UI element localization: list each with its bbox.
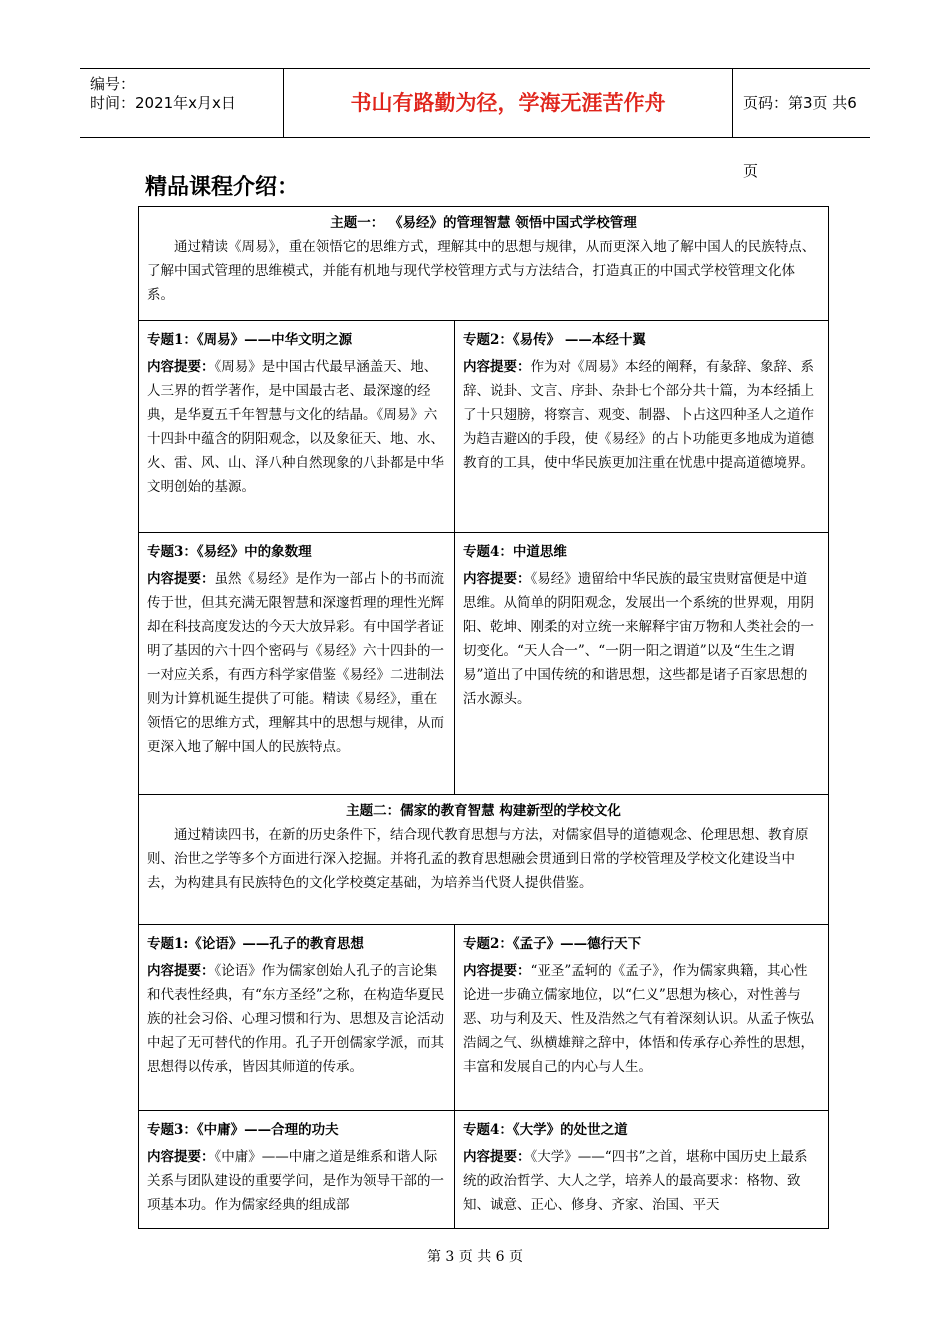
topic-title: 专题2：《孟子》——德行天下 <box>463 936 642 952</box>
topic-text: 《大学》——“四书”之首，堪称中国历史上最系统的政治哲学、大人之学，培养人的最高要求：格物、致知、诚意、正心、修身、齐家、治国、平天 <box>463 1149 808 1213</box>
topic-cell <box>455 1111 829 1229</box>
theme1-cell <box>139 207 829 321</box>
header-page-info: 页码：第3页 共6页 <box>743 94 857 180</box>
topic-text: 《论语》作为儒家创始人孔子的言论集和代表性经典，有“东方圣经”之称，在构造华夏民族的社会习俗、心理习惯和行为、思想及言论活动中起了无可替代的作用。孔子开创儒家学派，而其思想得以传承，皆因其师道的传承。 <box>147 963 445 1075</box>
theme1-row <box>139 207 829 321</box>
topic-text: 作为对《周易》本经的阐释，有彖辞、象辞、系辞、说卦、文言、序卦、杂卦七个部分共十篇，为本经插上了十只翅膀，将察言、观变、制器、卜占这四种圣人之道作为趋吉避凶的手段，使《易经》的占卜功能更多地成为道德教育的工具，使中华民族更加注重在忧患中提高道德境界。 <box>463 359 814 471</box>
theme1-desc: 通过精读《周易》，重在领悟它的思维方式，理解其中的思想与规律，从而更深入地了解中国人的民族特点、了解中国式管理的思维模式，并能有机地与现代学校管理方式与方法结合，打造真正的中国式学校管理文化体系。 <box>147 239 816 303</box>
topic-cell <box>139 925 455 1111</box>
topic-cell <box>455 925 829 1111</box>
topic-title: 专题3：《易经》中的象数理 <box>147 544 312 560</box>
content-label: 内容提要： <box>463 1149 531 1165</box>
theme1-topics-row-2 <box>139 533 829 795</box>
content-label: 内容提要： <box>463 359 531 375</box>
date-line: 时间：2021年x月x日 <box>90 94 236 112</box>
topic-title: 专题2：《易传》 ——本经十翼 <box>463 332 646 348</box>
content-label: 内容提要： <box>147 359 215 375</box>
topic-body <box>147 355 446 499</box>
topic-text: 《易经》遗留给中华民族的最宝贵财富便是中道思维。从简单的阴阳观念，发展出一个系统的世界观，用阴阳、乾坤、刚柔的对立统一来解释宇宙万物和人类社会的一切变化。“天人合一”、“一阴一阳之谓道”以及“生生之谓易”道出了中国传统的和谐思想，这些都是诸子百家思想的活水源头。 <box>463 571 814 707</box>
theme2-row <box>139 795 829 925</box>
theme1-topics-row-1 <box>139 321 829 533</box>
topic-body <box>147 567 446 759</box>
theme2-desc: 通过精读四书，在新的历史条件下，结合现代教育思想与方法，对儒家倡导的道德观念、伦理思想、教育原则、治世之学等多个方面进行深入挖掘。并将孔孟的教育思想融会贯通到日常的学校管理及学校文化建设当中去，为构建具有民族特色的文化学校奠定基础，为培养当代贤人提供借鉴。 <box>147 827 809 891</box>
topic-cell <box>139 1111 455 1229</box>
topic-title: 专题4：中道思维 <box>463 544 567 560</box>
header-motto: 书山有路勤为径，学海无涯苦作舟 <box>283 69 733 137</box>
page-footer: 第 3 页 共 6 页 <box>426 1249 524 1265</box>
theme2-cell <box>139 795 829 925</box>
content-label: 内容提要： <box>147 571 215 587</box>
topic-title: 专题3：《中庸》——合理的功夫 <box>147 1122 339 1138</box>
topic-body <box>463 567 820 711</box>
content-label: 内容提要： <box>463 963 531 979</box>
topic-text: “亚圣”孟轲的《孟子》，作为儒家典籍，其心性论进一步确立儒家地位，以“仁义”思想为核心，对性善与恶、功与利及天、性及浩然之气有着深刻认识。从孟子恢弘浩阔之气、纵横雄辩之辞中，体悟和传承存心养性的思想，丰富和发展自己的内心与人生。 <box>463 963 814 1075</box>
topic-cell <box>139 533 455 795</box>
header-meta <box>80 69 283 137</box>
topic-body <box>463 355 820 475</box>
theme2-topics-row-1 <box>139 925 829 1111</box>
theme1-title: 主题一： 《易经》的管理智慧 领悟中国式学校管理 <box>330 215 637 231</box>
content-label: 内容提要： <box>147 1149 215 1165</box>
topic-cell <box>455 533 829 795</box>
content-label: 内容提要： <box>463 571 531 587</box>
content-label: 内容提要： <box>147 963 215 979</box>
topic-cell <box>455 321 829 533</box>
number-label: 编号： <box>90 75 136 93</box>
topic-body <box>147 959 446 1079</box>
topic-title: 专题1:《论语》——孔子的教育思想 <box>147 936 364 952</box>
topic-cell <box>139 321 455 533</box>
topic-text: 《周易》是中国古代最早涵盖天、地、人三界的哲学著作，是中国最古老、最深邃的经典，是华夏五千年智慧与文化的结晶。《周易》六十四卦中蕴含的阴阳观念，以及象征天、地、水、火、雷、风、山、泽八种自然现象的八卦都是中华文明创始的基源。 <box>147 359 444 495</box>
topic-text: 《中庸》——中庸之道是维系和谐人际关系与团队建设的重要学问，是作为领导干部的一项基本功。作为儒家经典的组成部 <box>147 1149 444 1213</box>
topic-text: 虽然《易经》是作为一部占卜的书而流传于世，但其充满无限智慧和深邃哲理的理性光辉却在科技高度发达的今天大放异彩。有中国学者证明了基因的六十四个密码与《易经》六十四卦的一一对应关系，有西方科学家借鉴《易经》二进制法则为计算机诞生提供了可能。精读《易经》，重在领悟它的思维方式，理解其中的思想与规律，从而更深入地了解中国人的民族特点。 <box>147 571 444 755</box>
topic-body <box>463 1145 820 1217</box>
topic-body <box>463 959 820 1079</box>
intro-title: 精品课程介绍： <box>145 175 300 200</box>
page-header <box>80 68 870 180</box>
theme2-topics-row-2 <box>139 1111 829 1229</box>
topic-title: 专题4：《大学》的处世之道 <box>463 1122 628 1138</box>
course-table <box>138 206 829 1229</box>
theme2-title: 主题二：儒家的教育智慧 构建新型的学校文化 <box>346 803 621 819</box>
topic-title: 专题1：《周易》——中华文明之源 <box>147 332 353 348</box>
topic-body <box>147 1145 446 1217</box>
